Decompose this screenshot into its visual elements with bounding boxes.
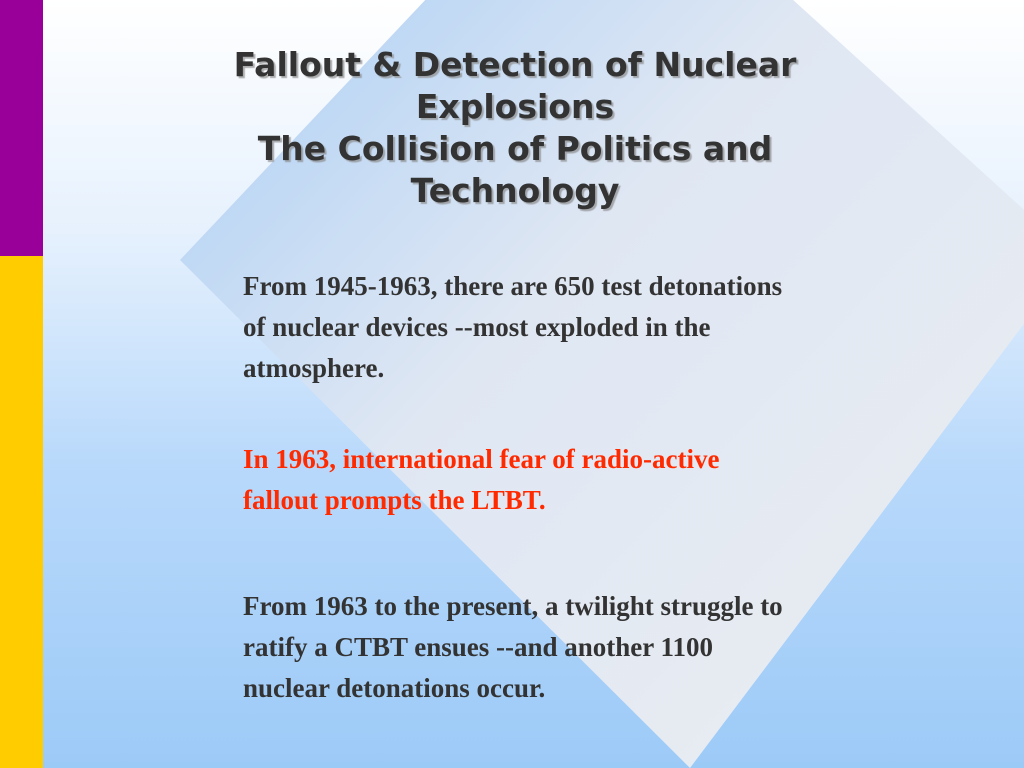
paragraph-ltbt: In 1963, international fear of radio-active fallout prompts the LTBT. (243, 444, 720, 515)
title-line-3: The Collision of Politics and (257, 129, 773, 168)
title-line-4: Technology (410, 171, 620, 210)
accent-stripe-bottom (0, 256, 43, 768)
title-line-2: Explosions (415, 87, 615, 126)
paragraph-test-detonations: From 1945-1963, there are 650 test detonations of nuclear devices --most exploded in the atmosphere. (243, 271, 783, 383)
slide-title (150, 44, 880, 212)
accent-stripe-top (0, 0, 43, 256)
paragraph-ctbt: From 1963 to the present, a twilight struggle to ratify a CTBT ensues --and another 1100 nuclear detonations occur. (243, 591, 783, 703)
title-line-1: Fallout & Detection of Nuclear (233, 45, 797, 84)
